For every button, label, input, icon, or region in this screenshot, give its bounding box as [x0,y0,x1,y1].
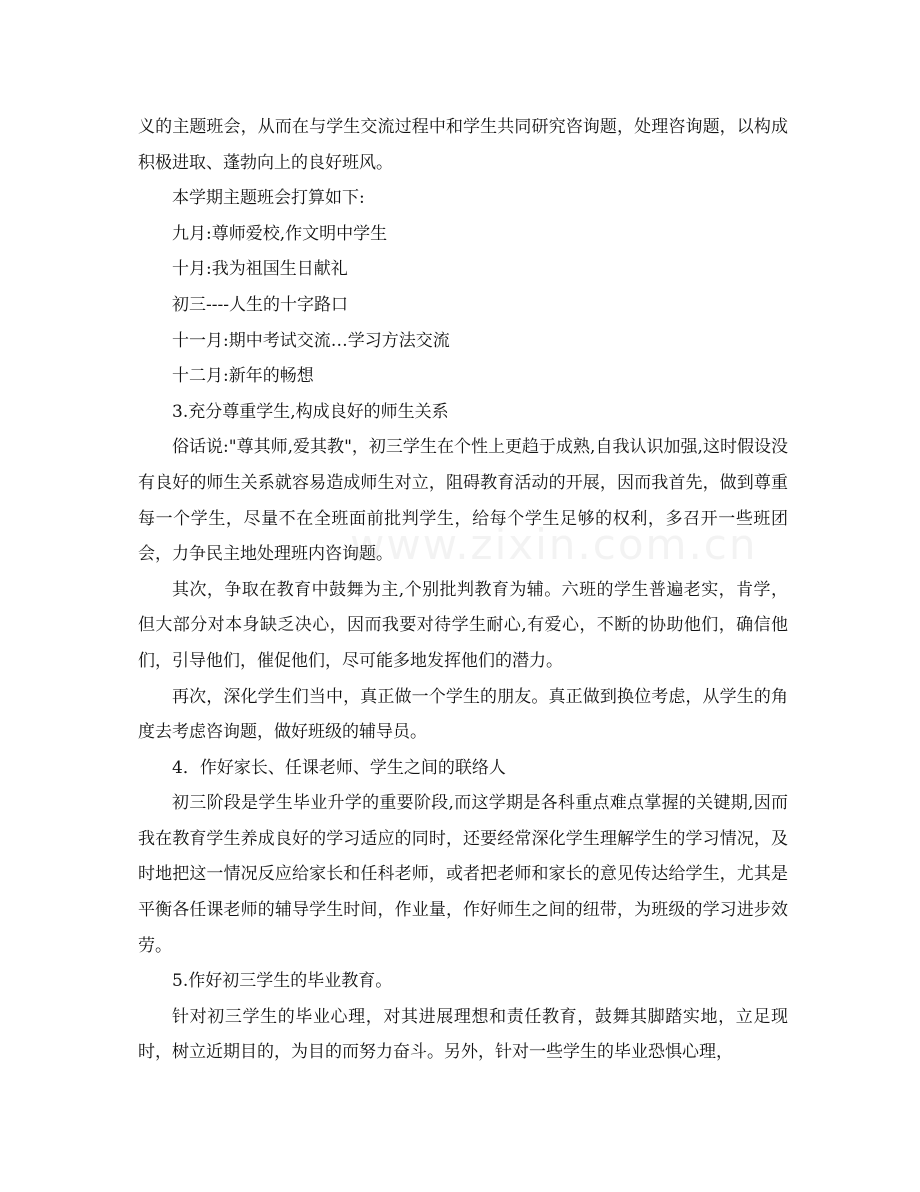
watermark: www.zixin.com.cn [350,520,758,569]
paragraph-1: 本学期主题班会打算如下: [172,188,365,209]
paragraph-7: 3.充分尊重学生,构成良好的师生关系 [172,401,449,422]
paragraph-11: 4．作好家长、任课老师、学生之间的联络人 [172,757,506,778]
paragraph-12: 初三阶段是学生毕业升学的重要阶段,而这学期是各科重点难点掌握的关键期,因而我在教育学生养成良好的学习适应的同时，还要经常深化学生理解学生的学习情况，及时地把这一情况反应给家长和任科老师，或者把老师和家长的意见传达给学生，尤其是平衡各任课老师的辅导学生时间，作业量，作好师生之间的纽带，为班级的学习进步效劳。 [138,793,788,956]
paragraph-0: 义的主题班会，从而在与学生交流过程中和学生共同研究咨询题，处理咨询题，以构成积极进取、蓬勃向上的良好班风。 [138,117,788,173]
paragraph-8: 俗话说:"尊其师,爱其教"，初三学生在个性上更趋于成熟,自我认识加强,这时假设没有良好的师生关系就容易造成师生对立，阻碍教育活动的开展，因而我首先，做到尊重每一个学生，尽量不在全班面前批判学生，给每个学生足够的权利，多召开一些班团会，力争民主地处理班内咨询题。 [138,437,788,565]
paragraph-9: 其次，争取在教育中鼓舞为主,个别批判教育为辅。六班的学生普遍老实，肯学，但大部分对本身缺乏决心，因而我要对待学生耐心,有爱心，不断的协助他们，确信他们，引导他们，催促他们，尽可能多地发挥他们的潜力。 [138,579,788,671]
paragraph-13: 5.作好初三学生的毕业教育。 [172,971,393,992]
document-body [138,110,788,1071]
paragraph-6: 十二月:新年的畅想 [172,366,314,387]
paragraph-14: 针对初三学生的毕业心理，对其进展理想和责任教育，鼓舞其脚踏实地，立足现时，树立近期目的，为目的而努力奋斗。另外，针对一些学生的毕业恐惧心理， [138,1006,788,1063]
paragraph-4: 初三----人生的十字路口 [172,294,348,315]
paragraph-5: 十一月:期中考试交流…学习方法交流 [172,330,450,351]
paragraph-3: 十月:我为祖国生日献礼 [172,259,348,280]
paragraph-10: 再次，深化学生们当中，真正做一个学生的朋友。真正做到换位考虑，从学生的角度去考虑咨询题，做好班级的辅导员。 [138,686,788,743]
paragraph-2: 九月:尊师爱校,作文明中学生 [172,223,388,244]
